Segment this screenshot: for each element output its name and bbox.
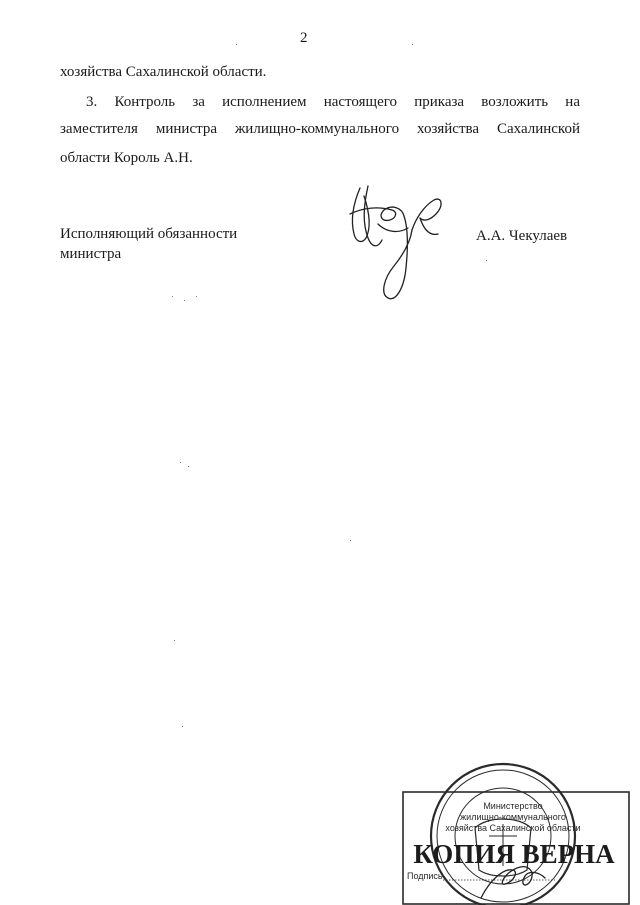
paragraph-line-3 [60,121,580,138]
word: 3. [86,94,98,110]
signer-title-line-1: Исполняющий обязанности [60,226,238,242]
paragraph-line-2 [86,94,580,111]
word: настоящего [323,94,398,110]
copy-stamp-org-line-3: хозяйства Сахалинской области [445,823,581,833]
word: хозяйства [417,121,480,137]
scan-speck [184,300,185,301]
scan-speck [174,640,175,641]
scan-speck [172,296,173,297]
stamp-signature [395,758,635,905]
scan-speck [236,44,237,45]
word: министра [155,121,218,137]
scan-speck [350,540,351,541]
word: жилищно-коммунального [234,121,400,137]
copy-stamp-signature-label: Подпись [407,871,443,881]
paragraph-line-1: хозяйства Сахалинской области. [60,64,267,80]
copy-stamp-org-line-1: Министерство [483,801,543,811]
word: заместителя [60,121,138,137]
copy-stamp-area [395,758,635,905]
handwritten-signature [338,178,448,306]
signer-title [60,224,237,264]
scan-speck [180,462,181,463]
copy-stamp-main-text: КОПИЯ ВЕРНА [413,839,615,869]
word: возложить [481,94,549,110]
word: исполнением [222,94,307,110]
word: Контроль [114,94,176,110]
page-number: 2 [300,30,308,46]
word: за [192,94,205,110]
word: на [565,94,580,110]
scan-speck [182,726,183,727]
signer-title-line-2: министра [60,246,122,262]
word: Сахалинской [496,121,580,137]
signer-name: А.А. Чекулаев [476,228,568,244]
paragraph-line-4: области Король А.Н. [60,150,193,166]
scan-speck [486,260,487,261]
scan-speck [188,466,189,467]
copy-stamp-org-line-2: жилищно-коммунального [460,812,566,822]
word: приказа [414,94,465,110]
scan-speck [412,44,413,45]
scan-speck [196,296,197,297]
